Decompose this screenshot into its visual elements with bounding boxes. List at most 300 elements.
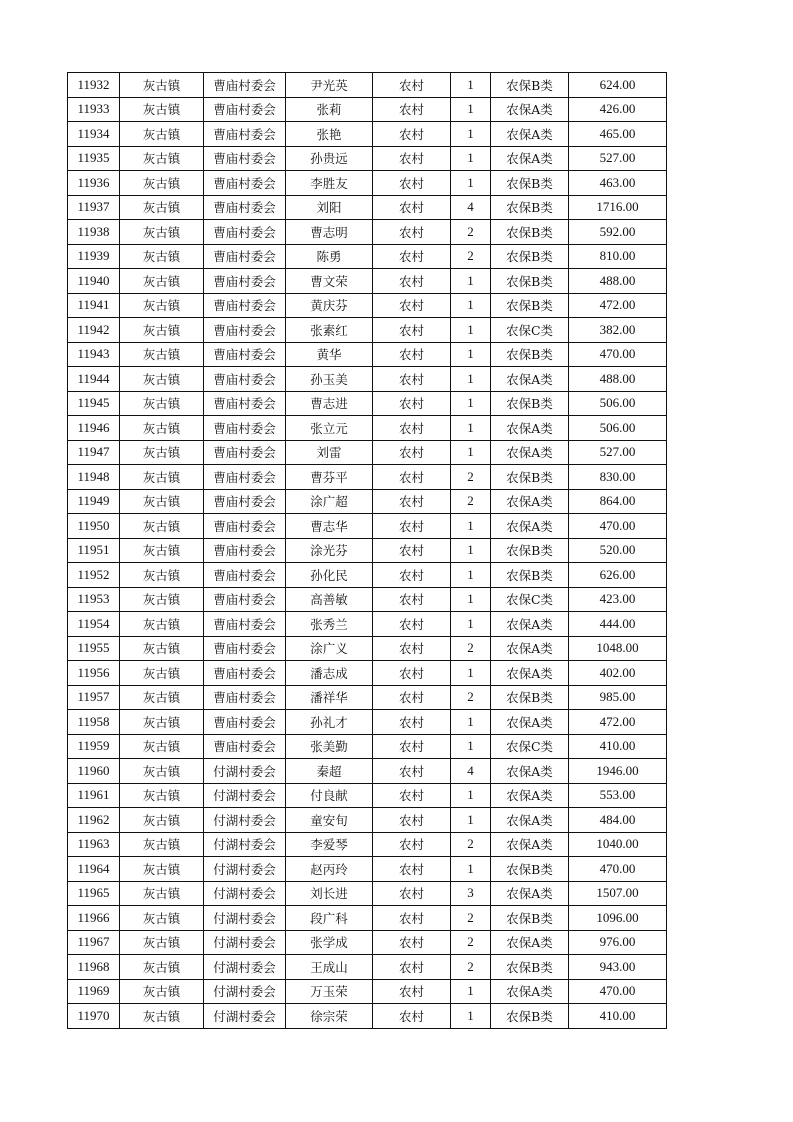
insurance-category-cell: 农保A类 <box>491 930 569 955</box>
town-cell: 灰古镇 <box>120 195 204 220</box>
household-type-cell: 农村 <box>373 685 451 710</box>
record-id-cell: 11932 <box>68 73 120 98</box>
town-cell: 灰古镇 <box>120 367 204 392</box>
town-cell: 灰古镇 <box>120 832 204 857</box>
person-name-cell: 涂光芬 <box>286 538 373 563</box>
village-committee-cell: 付湖村委会 <box>204 832 286 857</box>
member-count-cell: 2 <box>451 930 491 955</box>
insurance-category-cell: 农保B类 <box>491 906 569 931</box>
village-committee-cell: 曹庙村委会 <box>204 465 286 490</box>
household-type-cell: 农村 <box>373 489 451 514</box>
village-committee-cell: 付湖村委会 <box>204 783 286 808</box>
table-row <box>68 440 667 465</box>
village-committee-cell: 曹庙村委会 <box>204 440 286 465</box>
member-count-cell: 1 <box>451 857 491 882</box>
table-row <box>68 514 667 539</box>
village-committee-cell: 曹庙村委会 <box>204 293 286 318</box>
table-row <box>68 881 667 906</box>
amount-cell: 463.00 <box>569 171 667 196</box>
record-id-cell: 11961 <box>68 783 120 808</box>
amount-cell: 864.00 <box>569 489 667 514</box>
insurance-category-cell: 农保A类 <box>491 783 569 808</box>
amount-cell: 465.00 <box>569 122 667 147</box>
insurance-category-cell: 农保A类 <box>491 832 569 857</box>
town-cell: 灰古镇 <box>120 391 204 416</box>
town-cell: 灰古镇 <box>120 808 204 833</box>
household-type-cell: 农村 <box>373 710 451 735</box>
amount-cell: 488.00 <box>569 269 667 294</box>
person-name-cell: 赵丙玲 <box>286 857 373 882</box>
town-cell: 灰古镇 <box>120 220 204 245</box>
table-row <box>68 367 667 392</box>
amount-cell: 423.00 <box>569 587 667 612</box>
village-committee-cell: 曹庙村委会 <box>204 97 286 122</box>
table-row <box>68 612 667 637</box>
town-cell: 灰古镇 <box>120 612 204 637</box>
amount-cell: 1716.00 <box>569 195 667 220</box>
household-type-cell: 农村 <box>373 220 451 245</box>
village-committee-cell: 曹庙村委会 <box>204 710 286 735</box>
record-id-cell: 11956 <box>68 661 120 686</box>
insurance-category-cell: 农保C类 <box>491 734 569 759</box>
member-count-cell: 1 <box>451 269 491 294</box>
table-row <box>68 930 667 955</box>
household-type-cell: 农村 <box>373 538 451 563</box>
amount-cell: 382.00 <box>569 318 667 343</box>
table-row <box>68 269 667 294</box>
member-count-cell: 1 <box>451 563 491 588</box>
village-committee-cell: 曹庙村委会 <box>204 489 286 514</box>
person-name-cell: 孙玉美 <box>286 367 373 392</box>
person-name-cell: 刘长进 <box>286 881 373 906</box>
record-id-cell: 11938 <box>68 220 120 245</box>
member-count-cell: 1 <box>451 146 491 171</box>
village-committee-cell: 曹庙村委会 <box>204 73 286 98</box>
table-row <box>68 122 667 147</box>
member-count-cell: 1 <box>451 440 491 465</box>
amount-cell: 410.00 <box>569 734 667 759</box>
record-id-cell: 11935 <box>68 146 120 171</box>
town-cell: 灰古镇 <box>120 783 204 808</box>
record-id-cell: 11945 <box>68 391 120 416</box>
member-count-cell: 1 <box>451 979 491 1004</box>
record-id-cell: 11952 <box>68 563 120 588</box>
amount-cell: 484.00 <box>569 808 667 833</box>
town-cell: 灰古镇 <box>120 1004 204 1029</box>
town-cell: 灰古镇 <box>120 857 204 882</box>
table-row <box>68 857 667 882</box>
household-type-cell: 农村 <box>373 465 451 490</box>
record-id-cell: 11946 <box>68 416 120 441</box>
town-cell: 灰古镇 <box>120 465 204 490</box>
household-type-cell: 农村 <box>373 342 451 367</box>
person-name-cell: 涂广超 <box>286 489 373 514</box>
person-name-cell: 李爱琴 <box>286 832 373 857</box>
village-committee-cell: 付湖村委会 <box>204 759 286 784</box>
table-row <box>68 979 667 1004</box>
insurance-category-cell: 农保A类 <box>491 661 569 686</box>
record-id-cell: 11936 <box>68 171 120 196</box>
member-count-cell: 1 <box>451 808 491 833</box>
person-name-cell: 曹志进 <box>286 391 373 416</box>
record-id-cell: 11967 <box>68 930 120 955</box>
household-type-cell: 农村 <box>373 636 451 661</box>
village-committee-cell: 曹庙村委会 <box>204 538 286 563</box>
record-id-cell: 11969 <box>68 979 120 1004</box>
town-cell: 灰古镇 <box>120 171 204 196</box>
household-type-cell: 农村 <box>373 808 451 833</box>
record-id-cell: 11965 <box>68 881 120 906</box>
amount-cell: 470.00 <box>569 857 667 882</box>
town-cell: 灰古镇 <box>120 881 204 906</box>
table-body <box>68 73 667 1029</box>
town-cell: 灰古镇 <box>120 685 204 710</box>
table-row <box>68 710 667 735</box>
amount-cell: 527.00 <box>569 440 667 465</box>
record-id-cell: 11941 <box>68 293 120 318</box>
person-name-cell: 黄庆芬 <box>286 293 373 318</box>
member-count-cell: 1 <box>451 1004 491 1029</box>
table-row <box>68 759 667 784</box>
amount-cell: 402.00 <box>569 661 667 686</box>
village-committee-cell: 曹庙村委会 <box>204 391 286 416</box>
village-committee-cell: 曹庙村委会 <box>204 171 286 196</box>
insurance-category-cell: 农保A类 <box>491 710 569 735</box>
village-committee-cell: 付湖村委会 <box>204 906 286 931</box>
record-id-cell: 11951 <box>68 538 120 563</box>
member-count-cell: 2 <box>451 955 491 980</box>
record-id-cell: 11942 <box>68 318 120 343</box>
village-committee-cell: 曹庙村委会 <box>204 563 286 588</box>
member-count-cell: 1 <box>451 710 491 735</box>
village-committee-cell: 曹庙村委会 <box>204 661 286 686</box>
table-row <box>68 661 667 686</box>
amount-cell: 592.00 <box>569 220 667 245</box>
household-type-cell: 农村 <box>373 318 451 343</box>
insurance-category-cell: 农保A类 <box>491 489 569 514</box>
town-cell: 灰古镇 <box>120 710 204 735</box>
town-cell: 灰古镇 <box>120 906 204 931</box>
amount-cell: 472.00 <box>569 293 667 318</box>
town-cell: 灰古镇 <box>120 563 204 588</box>
amount-cell: 488.00 <box>569 367 667 392</box>
amount-cell: 943.00 <box>569 955 667 980</box>
person-name-cell: 王成山 <box>286 955 373 980</box>
town-cell: 灰古镇 <box>120 416 204 441</box>
household-type-cell: 农村 <box>373 832 451 857</box>
member-count-cell: 2 <box>451 636 491 661</box>
household-type-cell: 农村 <box>373 440 451 465</box>
amount-cell: 426.00 <box>569 97 667 122</box>
household-type-cell: 农村 <box>373 171 451 196</box>
amount-cell: 506.00 <box>569 391 667 416</box>
table-row <box>68 318 667 343</box>
table-row <box>68 538 667 563</box>
record-id-cell: 11934 <box>68 122 120 147</box>
record-id-cell: 11939 <box>68 244 120 269</box>
village-committee-cell: 付湖村委会 <box>204 930 286 955</box>
insurance-category-cell: 农保B类 <box>491 220 569 245</box>
town-cell: 灰古镇 <box>120 734 204 759</box>
record-id-cell: 11962 <box>68 808 120 833</box>
person-name-cell: 万玉荣 <box>286 979 373 1004</box>
person-name-cell: 张学成 <box>286 930 373 955</box>
household-type-cell: 农村 <box>373 587 451 612</box>
village-committee-cell: 曹庙村委会 <box>204 146 286 171</box>
town-cell: 灰古镇 <box>120 440 204 465</box>
record-id-cell: 11933 <box>68 97 120 122</box>
insurance-category-cell: 农保B类 <box>491 244 569 269</box>
person-name-cell: 潘志成 <box>286 661 373 686</box>
member-count-cell: 1 <box>451 416 491 441</box>
insurance-category-cell: 农保C类 <box>491 318 569 343</box>
village-committee-cell: 曹庙村委会 <box>204 342 286 367</box>
village-committee-cell: 付湖村委会 <box>204 955 286 980</box>
person-name-cell: 张秀兰 <box>286 612 373 637</box>
household-type-cell: 农村 <box>373 367 451 392</box>
table-row <box>68 97 667 122</box>
insurance-category-cell: 农保B类 <box>491 73 569 98</box>
person-name-cell: 张艳 <box>286 122 373 147</box>
person-name-cell: 张莉 <box>286 97 373 122</box>
person-name-cell: 曹文荣 <box>286 269 373 294</box>
member-count-cell: 1 <box>451 73 491 98</box>
member-count-cell: 1 <box>451 318 491 343</box>
household-type-cell: 农村 <box>373 1004 451 1029</box>
person-name-cell: 孙礼才 <box>286 710 373 735</box>
insurance-category-cell: 农保A类 <box>491 97 569 122</box>
amount-cell: 472.00 <box>569 710 667 735</box>
village-committee-cell: 付湖村委会 <box>204 808 286 833</box>
table-row <box>68 416 667 441</box>
household-type-cell: 农村 <box>373 146 451 171</box>
person-name-cell: 黄华 <box>286 342 373 367</box>
records-table <box>67 72 667 1029</box>
village-committee-cell: 曹庙村委会 <box>204 367 286 392</box>
member-count-cell: 2 <box>451 465 491 490</box>
household-type-cell: 农村 <box>373 416 451 441</box>
record-id-cell: 11947 <box>68 440 120 465</box>
amount-cell: 1946.00 <box>569 759 667 784</box>
member-count-cell: 1 <box>451 783 491 808</box>
insurance-category-cell: 农保B类 <box>491 342 569 367</box>
person-name-cell: 曹芬平 <box>286 465 373 490</box>
insurance-category-cell: 农保B类 <box>491 195 569 220</box>
village-committee-cell: 曹庙村委会 <box>204 269 286 294</box>
record-id-cell: 11955 <box>68 636 120 661</box>
member-count-cell: 3 <box>451 881 491 906</box>
amount-cell: 810.00 <box>569 244 667 269</box>
table-row <box>68 685 667 710</box>
person-name-cell: 曹志明 <box>286 220 373 245</box>
member-count-cell: 2 <box>451 832 491 857</box>
insurance-category-cell: 农保A类 <box>491 636 569 661</box>
table-row <box>68 195 667 220</box>
insurance-category-cell: 农保A类 <box>491 122 569 147</box>
amount-cell: 553.00 <box>569 783 667 808</box>
household-type-cell: 农村 <box>373 759 451 784</box>
insurance-category-cell: 农保B类 <box>491 563 569 588</box>
person-name-cell: 付良献 <box>286 783 373 808</box>
village-committee-cell: 曹庙村委会 <box>204 685 286 710</box>
town-cell: 灰古镇 <box>120 979 204 1004</box>
town-cell: 灰古镇 <box>120 587 204 612</box>
member-count-cell: 1 <box>451 293 491 318</box>
table-row <box>68 955 667 980</box>
person-name-cell: 秦超 <box>286 759 373 784</box>
amount-cell: 527.00 <box>569 146 667 171</box>
person-name-cell: 高善敏 <box>286 587 373 612</box>
village-committee-cell: 曹庙村委会 <box>204 514 286 539</box>
person-name-cell: 涂广义 <box>286 636 373 661</box>
household-type-cell: 农村 <box>373 612 451 637</box>
table-row <box>68 832 667 857</box>
household-type-cell: 农村 <box>373 97 451 122</box>
table-row <box>68 783 667 808</box>
member-count-cell: 2 <box>451 906 491 931</box>
person-name-cell: 刘阳 <box>286 195 373 220</box>
insurance-category-cell: 农保A类 <box>491 808 569 833</box>
table-row <box>68 734 667 759</box>
household-type-cell: 农村 <box>373 514 451 539</box>
record-id-cell: 11970 <box>68 1004 120 1029</box>
record-id-cell: 11948 <box>68 465 120 490</box>
insurance-category-cell: 农保C类 <box>491 587 569 612</box>
table-row <box>68 808 667 833</box>
table-row <box>68 906 667 931</box>
village-committee-cell: 付湖村委会 <box>204 881 286 906</box>
record-id-cell: 11958 <box>68 710 120 735</box>
table-row <box>68 391 667 416</box>
amount-cell: 520.00 <box>569 538 667 563</box>
member-count-cell: 1 <box>451 367 491 392</box>
amount-cell: 1048.00 <box>569 636 667 661</box>
member-count-cell: 1 <box>451 97 491 122</box>
insurance-category-cell: 农保B类 <box>491 465 569 490</box>
record-id-cell: 11953 <box>68 587 120 612</box>
amount-cell: 626.00 <box>569 563 667 588</box>
person-name-cell: 段广科 <box>286 906 373 931</box>
insurance-category-cell: 农保A类 <box>491 759 569 784</box>
household-type-cell: 农村 <box>373 293 451 318</box>
town-cell: 灰古镇 <box>120 955 204 980</box>
household-type-cell: 农村 <box>373 122 451 147</box>
record-id-cell: 11963 <box>68 832 120 857</box>
member-count-cell: 4 <box>451 195 491 220</box>
table-row <box>68 146 667 171</box>
household-type-cell: 农村 <box>373 195 451 220</box>
person-name-cell: 张美勤 <box>286 734 373 759</box>
town-cell: 灰古镇 <box>120 97 204 122</box>
household-type-cell: 农村 <box>373 734 451 759</box>
table-row <box>68 171 667 196</box>
record-id-cell: 11968 <box>68 955 120 980</box>
town-cell: 灰古镇 <box>120 146 204 171</box>
household-type-cell: 农村 <box>373 955 451 980</box>
member-count-cell: 2 <box>451 489 491 514</box>
household-type-cell: 农村 <box>373 391 451 416</box>
amount-cell: 470.00 <box>569 979 667 1004</box>
amount-cell: 624.00 <box>569 73 667 98</box>
town-cell: 灰古镇 <box>120 538 204 563</box>
village-committee-cell: 曹庙村委会 <box>204 587 286 612</box>
member-count-cell: 1 <box>451 661 491 686</box>
person-name-cell: 孙化民 <box>286 563 373 588</box>
village-committee-cell: 付湖村委会 <box>204 857 286 882</box>
record-id-cell: 11960 <box>68 759 120 784</box>
person-name-cell: 潘祥华 <box>286 685 373 710</box>
household-type-cell: 农村 <box>373 906 451 931</box>
insurance-category-cell: 农保A类 <box>491 514 569 539</box>
town-cell: 灰古镇 <box>120 318 204 343</box>
record-id-cell: 11940 <box>68 269 120 294</box>
member-count-cell: 1 <box>451 538 491 563</box>
insurance-category-cell: 农保A类 <box>491 146 569 171</box>
town-cell: 灰古镇 <box>120 661 204 686</box>
person-name-cell: 尹光英 <box>286 73 373 98</box>
record-id-cell: 11964 <box>68 857 120 882</box>
amount-cell: 410.00 <box>569 1004 667 1029</box>
town-cell: 灰古镇 <box>120 122 204 147</box>
insurance-category-cell: 农保A类 <box>491 440 569 465</box>
village-committee-cell: 曹庙村委会 <box>204 612 286 637</box>
record-id-cell: 11950 <box>68 514 120 539</box>
amount-cell: 470.00 <box>569 514 667 539</box>
town-cell: 灰古镇 <box>120 269 204 294</box>
table-row <box>68 587 667 612</box>
table-row <box>68 489 667 514</box>
record-id-cell: 11959 <box>68 734 120 759</box>
record-id-cell: 11949 <box>68 489 120 514</box>
person-name-cell: 曹志华 <box>286 514 373 539</box>
person-name-cell: 刘雷 <box>286 440 373 465</box>
village-committee-cell: 曹庙村委会 <box>204 416 286 441</box>
member-count-cell: 1 <box>451 171 491 196</box>
household-type-cell: 农村 <box>373 857 451 882</box>
insurance-category-cell: 农保B类 <box>491 293 569 318</box>
table-row <box>68 563 667 588</box>
insurance-category-cell: 农保B类 <box>491 1004 569 1029</box>
table-row <box>68 293 667 318</box>
village-committee-cell: 曹庙村委会 <box>204 734 286 759</box>
table-row <box>68 342 667 367</box>
member-count-cell: 2 <box>451 685 491 710</box>
person-name-cell: 童安旬 <box>286 808 373 833</box>
town-cell: 灰古镇 <box>120 489 204 514</box>
member-count-cell: 1 <box>451 391 491 416</box>
amount-cell: 470.00 <box>569 342 667 367</box>
person-name-cell: 孙贵远 <box>286 146 373 171</box>
village-committee-cell: 曹庙村委会 <box>204 220 286 245</box>
record-id-cell: 11937 <box>68 195 120 220</box>
household-type-cell: 农村 <box>373 244 451 269</box>
insurance-category-cell: 农保B类 <box>491 685 569 710</box>
record-id-cell: 11944 <box>68 367 120 392</box>
table-row <box>68 220 667 245</box>
insurance-category-cell: 农保A类 <box>491 416 569 441</box>
member-count-cell: 1 <box>451 612 491 637</box>
member-count-cell: 1 <box>451 587 491 612</box>
village-committee-cell: 曹庙村委会 <box>204 244 286 269</box>
amount-cell: 506.00 <box>569 416 667 441</box>
table-row <box>68 636 667 661</box>
record-id-cell: 11954 <box>68 612 120 637</box>
member-count-cell: 4 <box>451 759 491 784</box>
amount-cell: 1096.00 <box>569 906 667 931</box>
household-type-cell: 农村 <box>373 979 451 1004</box>
person-name-cell: 徐宗荣 <box>286 1004 373 1029</box>
town-cell: 灰古镇 <box>120 244 204 269</box>
